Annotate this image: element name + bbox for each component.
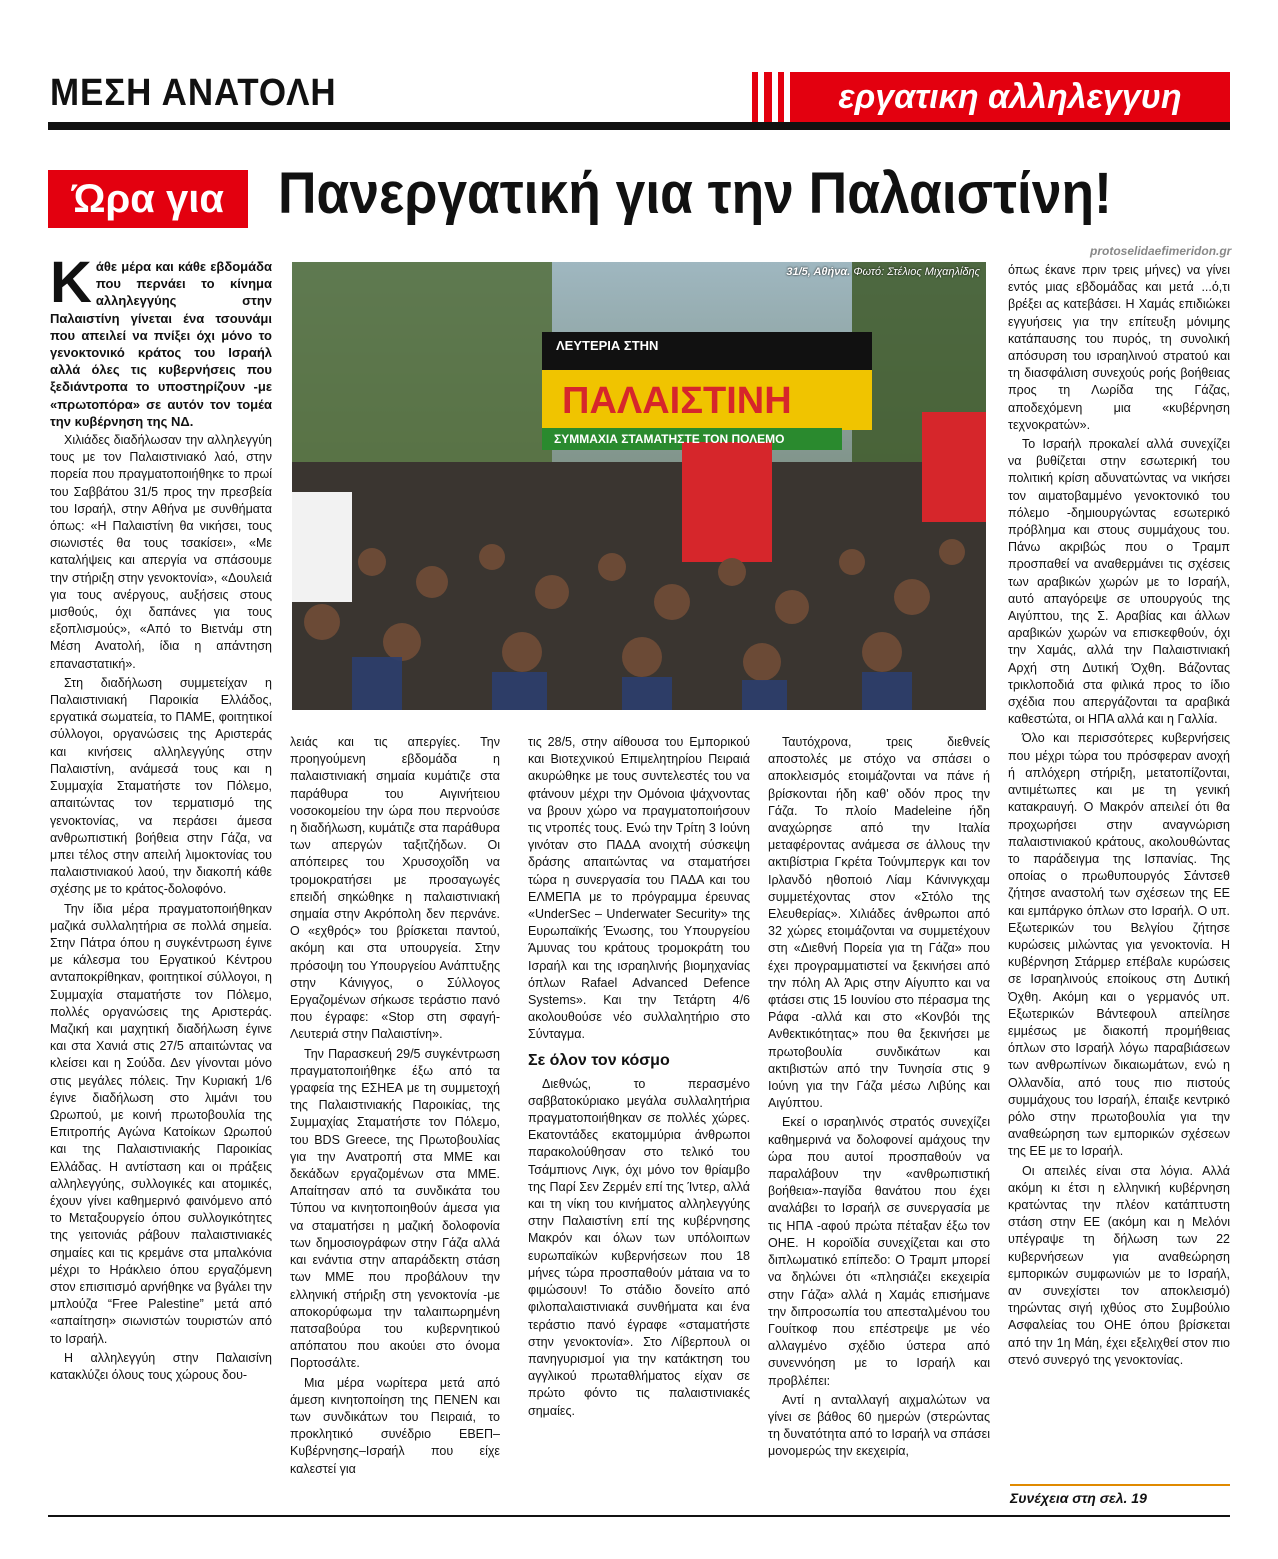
paragraph: Το Ισραήλ προκαλεί αλλά συνεχίζει να βυθίζεται στην εσωτερική του πολιτική κρίση αδυνατώντας να νικήσει τον αιματοβαμμένο γενοκτονικό του πόλεμο -δημιουργώντας εσωτερικό πρόβλημα και στους συμμάχους του. Πάνω ακριβώς που ο Τραμπ προσπαθεί να αναθερμάνει τις σχέσεις των αραβικών χωρών με το Ισραήλ, αυτό απαγόρεψε σε υπουργούς της Αιγύπτου, της Σ. Αραβίας και άλλων αραβικών χωρών να επισκεφθούν, όχι την Χαμάς, αλλά την Παλαιστινιακή Αρχή στη Δυτική Όχθη. Βάζοντας τρικλοποδιά στα φιλικά προς το ίδιο σχέδια που απεργάζονται τα αραβικά καθεστώτα, οι ΗΠΑ αλλά και η Γαλλία. (1008, 437, 1230, 727)
caption-credit: Φωτό: Στέλιος Μιχαηλίδης (853, 266, 980, 278)
section-banner: εργατικη αλληλεγγυη (790, 72, 1230, 122)
lead-text: άθε μέρα και κάθε εβδομάδα που περνάει το κίνημα αλληλεγγύης στην Παλαιστίνη γίνεται ένα τσουνάμι που απειλεί να πνίξει όχι μόνο το γενοκτονικό κράτος του Ισραήλ αλλά όλες τις κυβερνήσεις που ξεδιάντροπα το υποστηρίζουν -με «πρωτοπόρα» σε αυτόν τον τομέα την κυβέρνηση της ΝΔ. (50, 259, 272, 429)
column-4 (768, 734, 990, 1512)
paragraph: Η αλληλεγγύη στην Παλαισίνη κατακλύζει όλους τους χώρους δου- (50, 1350, 272, 1382)
paragraph: Εκεί ο ισραηλινός στρατός συνεχίζει καθημερινά να δολοφονεί αμάχους την ώρα που αυτοί προσπαθούν να παραλάβουν την «ανθρωπιστική βοήθεια»-παγίδα θανάτου που έχει αναλάβει το Ισραήλ σε συνεργασία με τις ΗΠΑ -αφού πρώτα πέταξαν έξω τον ΟΗΕ. Η κοροϊδία συνεχίζεται και στο διπλωματικό επίπεδο: Ο Τραμπ μπορεί να δηλώνει ότι «πλησιάζει εκεχειρία στην Γάζα» αλλά η Χαμάς επισήμανε την διπροσωπία του απεσταλμένου του Γουίτκοφ που επέστρεψε με νέο αλλαγμένο σχέδιο ύστερα από συνεννόηση με το Ισραήλ και προβλέπει: (768, 1115, 990, 1388)
photo-banner-text-3: ΣΥΜΜΑΧΙΑ ΣΤΑΜΑΤΗΣΤΕ ΤΟΝ ΠΟΛΕΜΟ (554, 432, 785, 446)
continued-link[interactable]: Συνέχεια στη σελ. 19 (1010, 1490, 1147, 1506)
banner-stripe-3 (778, 72, 784, 122)
photo-caption (786, 266, 980, 278)
column-1 (50, 258, 272, 1508)
drop-cap: Κ (50, 258, 92, 315)
column-3 (528, 734, 750, 1512)
paragraph: Οι απειλές είναι στα λόγια. Αλλά ακόμη κι έτσι η ελληνική κυβέρνηση κρατώντας την πλέον κατάπτυστη στάση στην ΕΕ (ακόμη και η Μελόνι υπέγραψε τη δήλωση των 22 κυβερνήσεων για αναθεώρηση εμπορικών συμφωνιών με το Ισραήλ, αν συνεχίστει τον αποκλεισμό) τηρώντας σιγή ιχθύος στο Συμβούλιο Ασφαλείας του ΟΗΕ όπου βρίσκεται από την 1η Μάη, έχει εξελιχθεί στον πιο στενό συνεργό της γενοκτονίας. (1008, 1163, 1230, 1367)
paragraph: Στη διαδήλωση συμμετείχαν η Παλαιστινιακή Παροικία Ελλάδος, εργατικά σωματεία, το ΠΑΜΕ, φοιτητικοί σύλλογοι, οργανώσεις της Αριστεράς και κινήσεις αλληλεγγύης στην Παλαιστίνη, ανάμεσά τους και η Συμμαχία Σταματήστε τον Πόλεμο, απαιτώντας τον τερματισμό της γενοκτονίας, να περάσει άμεσα ανθρωπιστική βοήθεια στην Γάζα, να μπει τέλος στην απειλή λιμοκτονίας του παλαιστινιακού λαού, την διακοπή κάθε σχέσης με το κράτος-δολοφόνο. (50, 675, 272, 897)
footer-rule (48, 1515, 1230, 1517)
continue-rule (1010, 1484, 1230, 1486)
photo-banner-text-1: ΛΕΥΤΕΡΙΑ ΣΤΗΝ (556, 338, 659, 353)
paragraph: Την ίδια μέρα πραγματοποιήθηκαν μαζικά συλλαλητήρια σε πολλά σημεία. Στην Πάτρα όπου η συγκέντρωση έγινε με κάλεσμα του Εργατικού Κέντρου ανταποκρίθηκαν, φοιτητικοί σύλλογοι, η Συμμαχία σταματήστε τον Πόλεμο, πολλές οργανώσεις της Αριστεράς. Μαζική και μαχητική διαδήλωση έγινε και στα Χανιά στις 27/5 απαιτώντας να κλείσει και η Σούδα. Δεν γίνονται μόνο στις μεγάλες πόλεις. Την Κυριακή 1/6 έγινε διαδήλωση στο λιμάνι του Ωρωπού, με κοινή πρωτοβουλία της Επιτροπής Αγώνα Κατοίκων Ωρωπού και της Παλαιστινιακής Παροικίας Ελλάδας. Η αντίσταση και οι πράξεις αλληλεγγύης, συλλογικές και ατομικές, έχουν γίνει καθημερινό φαινόμενο από το Μεταξουργείο όπου συλλογικότητες της γειτονιάς ράβουν παλαιστινιακές σημαίες και τις κρεμάνε στα μπαλκόνια μέχρι το Ηράκλειο όπου εργαζόμενη στον επισιτισμό αρνήθηκε να βγάλει την μπλούζα “Free Palestine” μετά από «απαίτηση» σιωνιστών τουριστών από το Ισραήλ. (50, 901, 272, 1346)
paragraph: όπως έκανε πριν τρεις μήνες) να γίνει εντός μιας εβδομάδας και μετά ...ό,τι βρέξει ας κατεβάσει. Η Χαμάς επιδιώκει εγγυήσεις για την επίτευξη μόνιμης κατάπαυσης του πυρός, τη συνολική απόσυρση του ισραηλινού στρατού και τη διασφάλιση συνεχούς ροής βοήθειας προς τη Λωρίδα της Γάζας, αποδεχόμενη μια «κυβέρνηση τεχνοκρατών». (1008, 263, 1230, 432)
lead-paragraph (50, 258, 272, 430)
banner-stripe-2 (764, 72, 772, 122)
protest-photo (292, 262, 986, 710)
paragraph: Ταυτόχρονα, τρεις διεθνείς αποστολές με στόχο να σπάσει ο αποκλεισμός ετοιμάζονται να πάνε ή βρίσκονται ήδη καθ' οδόν προς την Γάζα. Το πλοίο Madeleine ήδη αναχώρησε από την Ιταλία μεταφέροντας ανάμεσα σε άλλους την ακτιβίστρια Γκρέτα Τούνμπεργκ και τον Ιρλανδό ηθοποιό Λίαμ Κάνινγκχαμ συμμετέχοντας στον «Στόλο της Ελευθερίας». Χιλιάδες άνθρωποι από 32 χώρες ετοιμάζονται να συμμετέχουν στη «Διεθνή Πορεία για τη Γάζα» που έχει προγραμματιστεί να ξεκινήσει από την πόλη Αλ Άρις στην Αίγυπτο και να φτάσει στις 15 Ιουνίου στο πέρασμα της Ράφα -αλλά και στο «Κονβόι της Ανθεκτικότητας» που θα ξεκινήσει με πρωτοβουλία συνδικάτων και ακτιβιστών από την Τυνησία στις 9 Ιούνη για την Γάζα μέσω Λιβύης και Αιγύπτου. (768, 735, 990, 1111)
section-title: ΜΕΣΗ ΑΝΑΤΟΛΗ (50, 72, 337, 114)
paragraph: λειάς και τις απεργίες. Την προηγούμενη εβδομάδα η παλαιστινιακή σημαία κυμάτιζε στα παράθυρα του Αιγινήτειου νοσοκομείου την ώρα που περνούσε η διαδήλωση, κυμάτιζε στα παράθυρα των απεργών ταξιτζήδων. Οι απόπειρες του Χρυσοχοΐδη να τρομοκρατήσει με προσαγωγές επειδή σηκώθηκε η παλαιστινιακή σημαία στην Ακρόπολη δεν περνάνε. Ο «εχθρός» του βρίσκεται παντού, ακόμη και στα υπουργεία. Στην πρόσοψη του Υπουργείου Ανάπτυξης στην Κάνιγγος, ο Σύλλογος Εργαζομένων σήκωσε τεράστιο πανό που έγραφε: «Stop στη σφαγή-Λευτεριά στην Παλαιστίνη». (290, 735, 500, 1042)
paragraph: Μια μέρα νωρίτερα μετά από άμεση κινητοποίηση της ΠΕΝΕΝ και των συνδικάτων του Πειραιά, το προκλητικό συνέδριο ΕΒΕΠ–Κυβέρνησης–Ισραήλ που είχε καλεστεί για (290, 1375, 500, 1476)
paragraph: Χιλιάδες διαδήλωσαν την αλληλεγγύη τους με τον Παλαιστινιακό λαό, στην πορεία που πραγματοποιήθηκε το πρωί του Σαββάτου 31/5 προς την πρεσβεία του Ισραήλ, στην Αθήνα με συνθήματα όπως: «Η Παλαιστίνη θα νικήσει, τους σιωνιστές θα τους τσακίσει», «Με καταλήψεις και απεργία να σπάσουμε την στήριξη στην γενοκτονία», «Δουλειά για τους ανέργους, αυξήσεις στους μισθούς, όχι δαπάνες για τους εξοπλισμούς», «Από το Βιετνάμ στη Μέση Ανατολή, ίδια η απάντηση επαναστατική». (50, 433, 272, 671)
column-5 (1008, 262, 1230, 1480)
paragraph: Αντί η ανταλλαγή αιχμαλώτων να γίνει σε βάθος 60 ημερών (στερώντας τη δυνατότητα από το Ισραήλ να σπάσει μονομερώς την εκεχειρία, (768, 1392, 990, 1459)
paragraph: τις 28/5, στην αίθουσα του Εμπορικού και Βιοτεχνικού Επιμελητηρίου Πειραιά ακυρώθηκε με τους συντελεστές του να φτάνουν μέχρι την Ομόνοια ψάχνοντας να βρουν χώρο να πραγματοποιήσουν τις ντροπές τους. Ενώ την Τρίτη 3 Ιούνη γινόταν στο ΠΑΔΑ ανοιχτή σύσκεψη δράσης απαιτώντας να σταματήσει τώρα η συνεργασία του ΠΑΔΑ και του ΕΛΜΕΠΑ με το πρόγραμμα έρευνας «UnderSec – Underwater Security» της Ευρωπαϊκής Ένωσης, του Υπουργείου Άμυνας του κράτους τρομοκράτη του Ισραήλ και της ισραηλινής βιομηχανίας όπλων Rafael Advanced Defence Systems». Και την Τετάρτη 4/6 ακολουθούσε νέο συλλαλητήριο στο Σύνταγμα. (528, 735, 750, 1042)
column-2 (290, 734, 500, 1512)
paragraph: Όλο και περισσότερες κυβερνήσεις που μέχρι τώρα του πρόσφεραν ανοχή ή απλόχερη στήριξη, μετατοπίζονται, αντιμέτωπες και με τη γενική κατακραυγή. Ο Μακρόν απειλεί ότι θα προχωρήσει στην αναγνώριση παλαιστινιακού κράτους, ακολουθώντας το παράδειγμα της Ισπανίας. Της οποίας ο πρωθυπουργός Σάντσεθ ζήτησε αναστολή των σχέσεων της ΕΕ και εμπάργκο όπλων στο Ισραήλ. Ο υπ. Εξωτερικών του Βελγίου ζήτησε κυρώσεις μιλώντας για γενοκτονία. Η κυβέρνηση Στάρμερ επέβαλε κυρώσεις σε Ισραηλινούς εποίκους στη Δυτική Όχθη. Ακόμη και ο γερμανός υπ. Εξωτερικών Βάντεφουλ απείλησε εμμέσως με διακοπή προμήθειας όπλων στο Ισραήλ λόγω παραβιάσεων των ανθρωπίνων δικαιωμάτων, ενώ η Ολλανδία, από τους πιο πιστούς συμμάχους του Ισραήλ, έπαιξε κεντρικό ρόλο στην πρωτοβουλία για την αναθεώρηση των εμπορικών σχέσεων της ΕΕ με το Ισραήλ. (1008, 731, 1230, 1159)
paragraph: Την Παρασκευή 29/5 συγκέντρωση πραγματοποιήθηκε έξω από τα γραφεία της ΕΣΗΕΑ με τη συμμετοχή της Παλαιστινιακής Παροικίας, της Συμμαχίας Σταματήστε τον Πόλεμο, του BDS Greece, της Πρωτοβουλίας για την Ανατροπή στα ΜΜΕ και δεκάδων εργαζομένων στα ΜΜΕ. Απαίτησαν από τα συνδικάτα του Τύπου να κινητοποιηθούν άμεσα για να σταματήσει η μαζική δολοφονία των δημοσιογράφων στην Γάζα αλλά και ενάντια στην απαράδεκτη στάση των ΜΜΕ που προβάλουν την ελληνική στήριξη στη γενοκτονία -με αποκορύφωμα την ταλαιπωρημένη πατσαβούρα του κυβερνητικού απόπατου που ακούει στο όνομα Πορτοσάλτε. (290, 1046, 500, 1371)
caption-place: 31/5, Αθήνα. (786, 266, 851, 278)
source-watermark: protoselidaefimeridon.gr (1090, 244, 1232, 258)
headline-kicker: Ώρα για (48, 170, 248, 228)
subheading: Σε όλον τον κόσμο (528, 1051, 670, 1069)
headline: Πανεργατική για την Παλαιστίνη! (278, 161, 1112, 226)
header-rule (48, 122, 1230, 130)
photo-illustration (292, 262, 986, 710)
photo-banner-text-2: ΠΑΛΑΙΣΤΙΝΗ (562, 380, 792, 422)
paragraph: Διεθνώς, το περασμένο σαββατοκύριακο μεγάλα συλλαλητήρια πραγματοποιήθηκαν σε πολλές χώρες. Εκατοντάδες εκατομμύρια άνθρωποι παρακολούθησαν στο τελικό του Τσάμπιονς Λιγκ, όχι μόνο τον θρίαμβο της Παρί Σεν Ζερμέν επί της Ίντερ, αλλά και τη νίκη του κινήματος αλληλεγγύης στην Παλαιστίνη επί της κυβέρνησης Μακρόν και όλων των υπόλοιπων ευρωπαϊκών κυβερνήσεων που 18 μήνες τώρα προσπαθούν μάταια να το φιμώσουν! Το στάδιο δονείτο από φιλοπαλαιστινιακά συνθήματα και ένα τεράστιο πανό έγραφε «σταματήστε στην γενοκτονία». Στο Λίβερπουλ οι πανηγυρισμοί για την κατάκτηση του αγγλικού πρωταθλήματος είχαν σε πρώτο φόντο τις παλαιστινιακές σημαίες. (528, 1076, 750, 1418)
banner-stripe-1 (752, 72, 758, 122)
